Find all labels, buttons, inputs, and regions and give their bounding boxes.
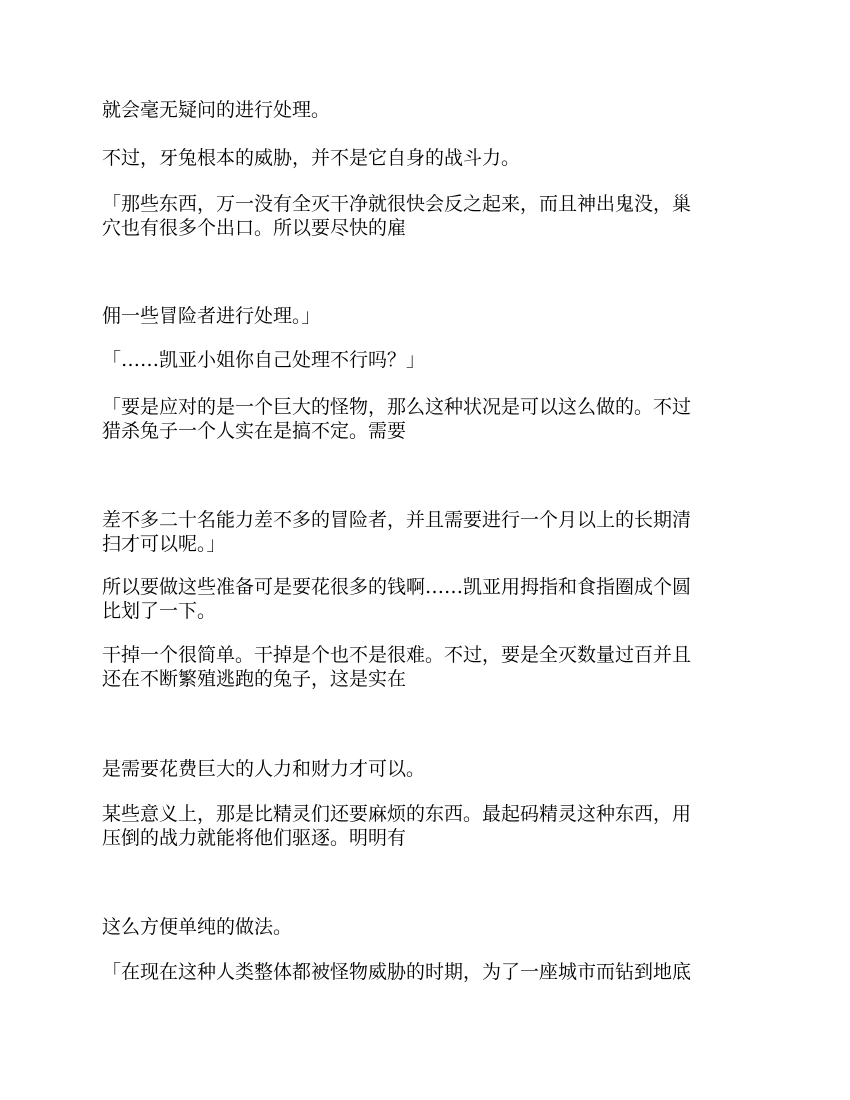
text-line: 「……凯亚小姐你自己处理不行吗？」 xyxy=(102,349,426,371)
text-line: 「那些东西，万一没有全灭干净就很快会反之起来，而且神出鬼没，巢 xyxy=(102,193,692,215)
paragraph-8 xyxy=(102,575,752,623)
paragraph-9 xyxy=(102,643,752,691)
text-line: 这么方便单纯的做法。 xyxy=(102,916,293,938)
text-line: 是需要花费巨大的人力和财力才可以。 xyxy=(102,758,426,780)
text-line: 还在不断繁殖逃跑的兔子，这是实在 xyxy=(102,668,407,690)
text-line: 穴也有很多个出口。所以要尽快的雇 xyxy=(102,217,407,239)
paragraph-10 xyxy=(102,757,752,781)
paragraph-7 xyxy=(102,508,752,556)
text-line: 「要是应对的是一个巨大的怪物，那么这种状况是可以这么做的。不过 xyxy=(102,396,692,418)
text-line: 所以要做这些准备可是要花很多的钱啊……凯亚用拇指和食指圈成个圆 xyxy=(102,576,692,598)
paragraph-1 xyxy=(102,98,752,122)
paragraph-13 xyxy=(102,960,752,984)
paragraph-3 xyxy=(102,192,752,240)
text-line: 差不多二十名能力差不多的冒险者，并且需要进行一个月以上的长期清 xyxy=(102,509,692,531)
paragraph-12 xyxy=(102,915,752,939)
text-line: 某些意义上，那是比精灵们还要麻烦的东西。最起码精灵这种东西，用 xyxy=(102,803,692,825)
text-line: 干掉一个很简单。干掉是个也不是很难。不过，要是全灭数量过百并且 xyxy=(102,644,692,666)
paragraph-2 xyxy=(102,146,752,170)
text-line: 猎杀兔子一个人实在是搞不定。需要 xyxy=(102,420,407,442)
paragraph-5 xyxy=(102,348,752,372)
text-line: 佣一些冒险者进行处理。」 xyxy=(102,305,321,327)
paragraph-6 xyxy=(102,395,752,443)
text-line: 压倒的战力就能将他们驱逐。明明有 xyxy=(102,827,407,849)
text-line: 就会毫无疑问的进行处理。 xyxy=(102,99,331,121)
paragraph-4 xyxy=(102,304,752,328)
text-line: 「在现在这种人类整体都被怪物威胁的时期，为了一座城市而钻到地底 xyxy=(102,961,692,983)
text-line: 不过，牙兔根本的威胁，并不是它自身的战斗力。 xyxy=(102,147,521,169)
text-line: 比划了一下。 xyxy=(102,600,217,622)
paragraph-11 xyxy=(102,802,752,850)
text-line: 扫才可以呢。」 xyxy=(102,533,226,555)
